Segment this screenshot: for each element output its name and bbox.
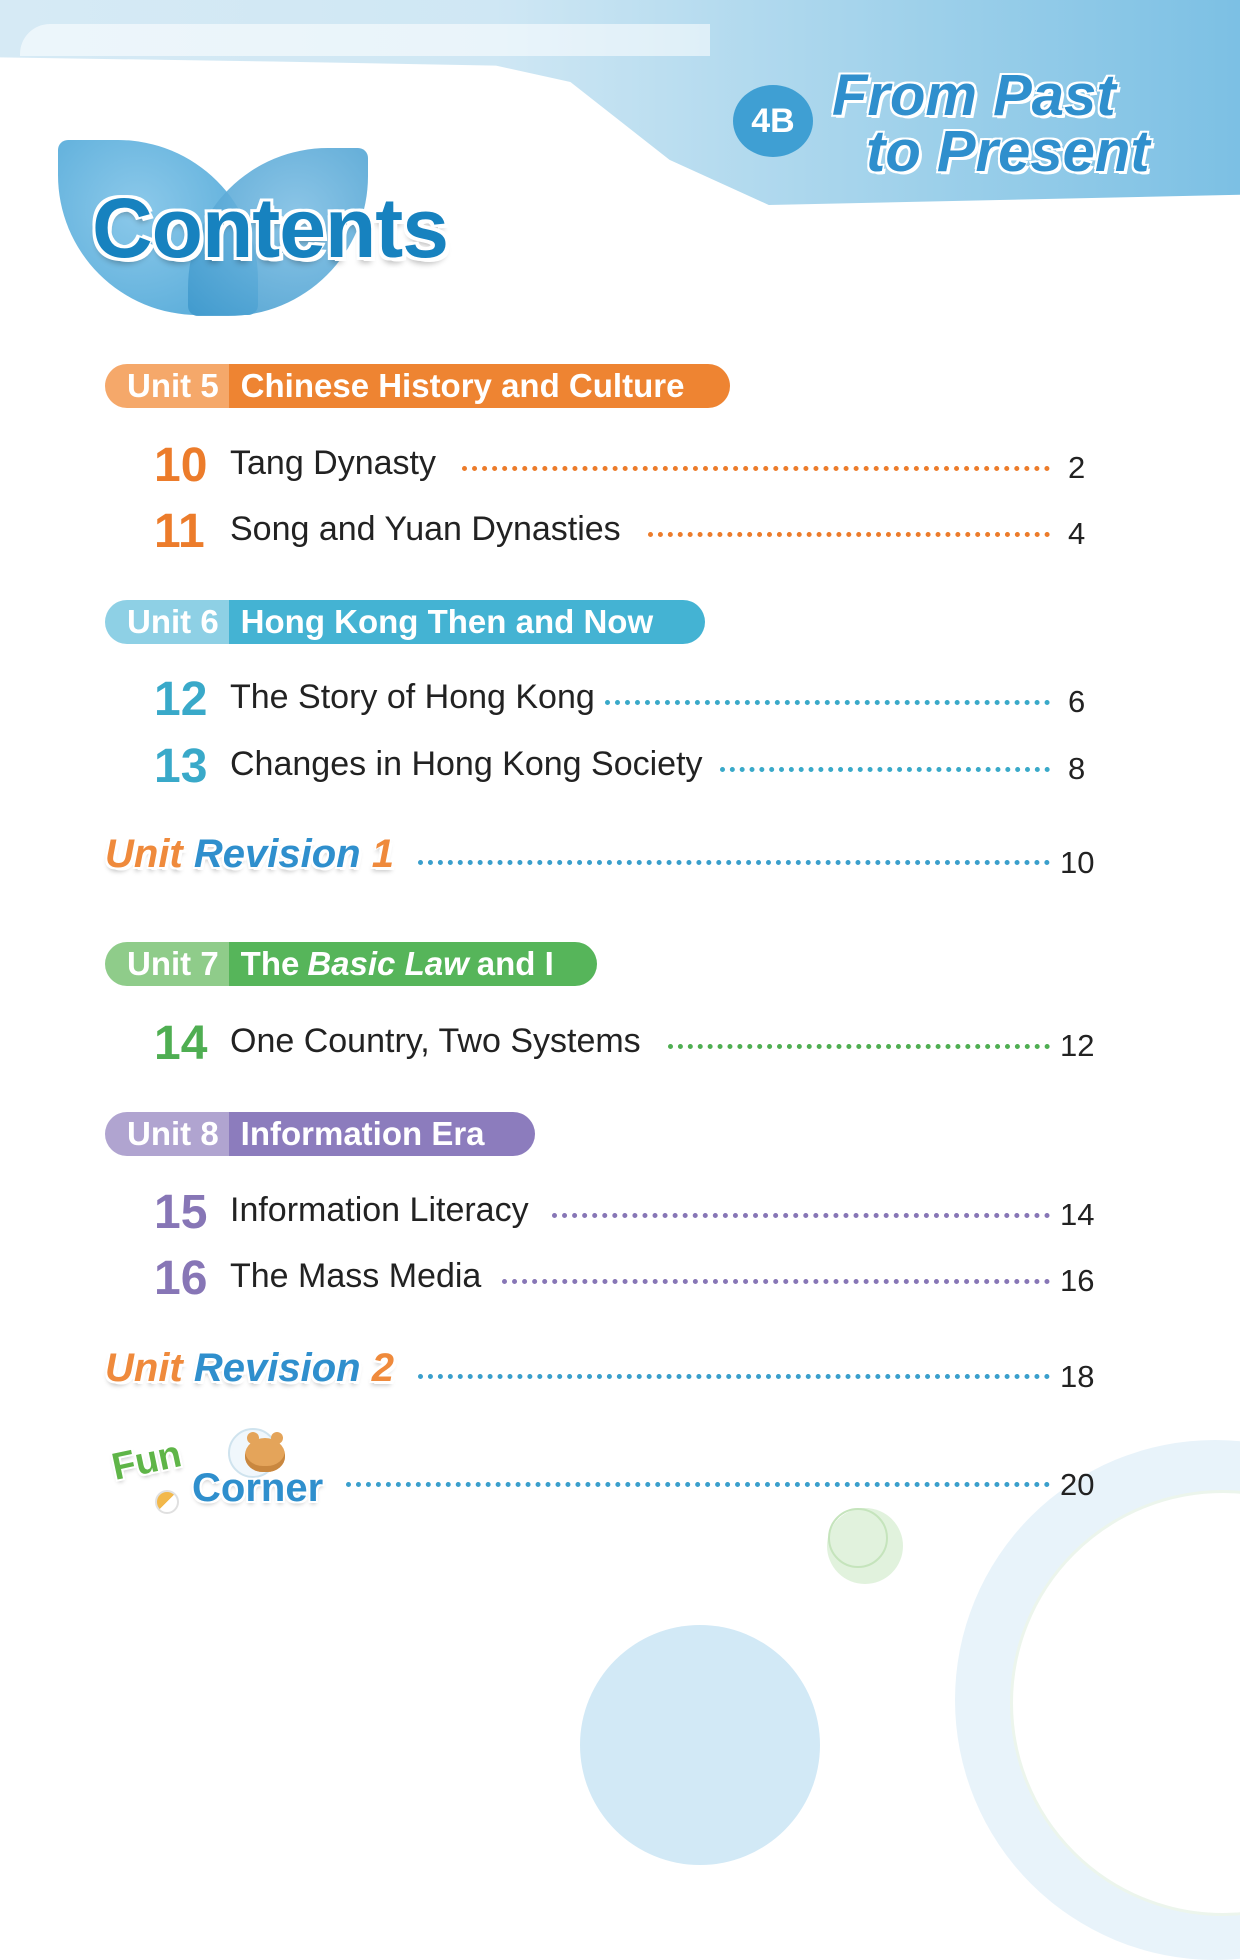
unit-label: Unit 5 — [105, 364, 229, 408]
page-number: 4 — [1068, 516, 1086, 551]
unit-name: Information Era — [229, 1112, 535, 1156]
page-number: 18 — [1060, 1359, 1095, 1394]
fun-corner-corner[interactable]: Corner — [192, 1466, 324, 1510]
dot-leader — [462, 466, 1050, 471]
page-number: 2 — [1068, 450, 1086, 485]
unit-name: Hong Kong Then and Now — [229, 600, 705, 644]
revision-number: 1 — [371, 832, 394, 876]
chapter-number: 13 — [154, 740, 208, 793]
dot-leader — [346, 1482, 1050, 1487]
chapter-title[interactable]: The Mass Media — [230, 1257, 482, 1295]
chapter-title[interactable]: The Story of Hong Kong — [230, 678, 595, 716]
unit-7-header[interactable] — [105, 942, 597, 986]
fun-corner-fun[interactable]: Fun — [108, 1433, 186, 1489]
unit-name-post: and I — [476, 945, 554, 982]
dot-leader — [418, 1374, 1050, 1379]
revision-word: Revision — [193, 832, 361, 876]
chapter-number: 14 — [154, 1017, 208, 1070]
book-title-line1: From Past — [832, 63, 1116, 128]
page-number: 12 — [1060, 1028, 1095, 1063]
dot-leader — [418, 860, 1050, 865]
unit-name — [229, 942, 597, 986]
page-title: Contents — [92, 181, 448, 275]
book-title-line2: to Present — [866, 119, 1150, 184]
chapter-number: 10 — [154, 439, 208, 492]
unit-5-header[interactable] — [105, 364, 730, 408]
dot-leader — [605, 700, 1050, 705]
dot-leader — [720, 767, 1050, 772]
chapter-title[interactable]: Tang Dynasty — [230, 444, 436, 482]
unit-label: Unit 6 — [105, 600, 229, 644]
unit-name-italic: Basic Law — [307, 945, 469, 982]
unit-revision-2[interactable] — [105, 1346, 394, 1391]
unit-6-header[interactable] — [105, 600, 705, 644]
decor-circle-bottom — [580, 1625, 820, 1865]
decor-bubble-ring — [828, 1508, 888, 1568]
chapter-title[interactable]: Changes in Hong Kong Society — [230, 745, 703, 783]
dot-leader — [648, 532, 1050, 537]
revision-unit-word: Unit — [105, 832, 183, 876]
chapter-title[interactable]: One Country, Two Systems — [230, 1022, 641, 1060]
unit-name-pre: The — [240, 945, 300, 982]
chapter-title[interactable]: Song and Yuan Dynasties — [230, 510, 621, 548]
dot-leader — [502, 1279, 1050, 1284]
book-level-badge: 4B — [733, 85, 813, 157]
page-number: 10 — [1060, 845, 1095, 880]
chapter-number: 16 — [154, 1252, 208, 1305]
dot-leader — [668, 1044, 1050, 1049]
chapter-number: 15 — [154, 1186, 208, 1239]
revision-unit-word: Unit — [105, 1346, 183, 1390]
chapter-title[interactable]: Information Literacy — [230, 1191, 529, 1229]
unit-name: Chinese History and Culture — [229, 364, 730, 408]
unit-8-header[interactable] — [105, 1112, 535, 1156]
header-highlight — [20, 24, 710, 56]
ball-icon — [155, 1490, 179, 1514]
dot-leader — [552, 1213, 1050, 1218]
unit-label: Unit 7 — [105, 942, 229, 986]
page-number: 14 — [1060, 1197, 1095, 1232]
page-number: 6 — [1068, 684, 1086, 719]
unit-revision-1[interactable] — [105, 832, 394, 877]
page-number: 16 — [1060, 1263, 1095, 1298]
revision-word: Revision — [193, 1346, 361, 1390]
page-number: 20 — [1060, 1467, 1095, 1502]
chapter-number: 12 — [154, 673, 208, 726]
chapter-number: 11 — [154, 505, 205, 558]
revision-number: 2 — [371, 1346, 394, 1390]
page-number: 8 — [1068, 751, 1086, 786]
unit-label: Unit 8 — [105, 1112, 229, 1156]
